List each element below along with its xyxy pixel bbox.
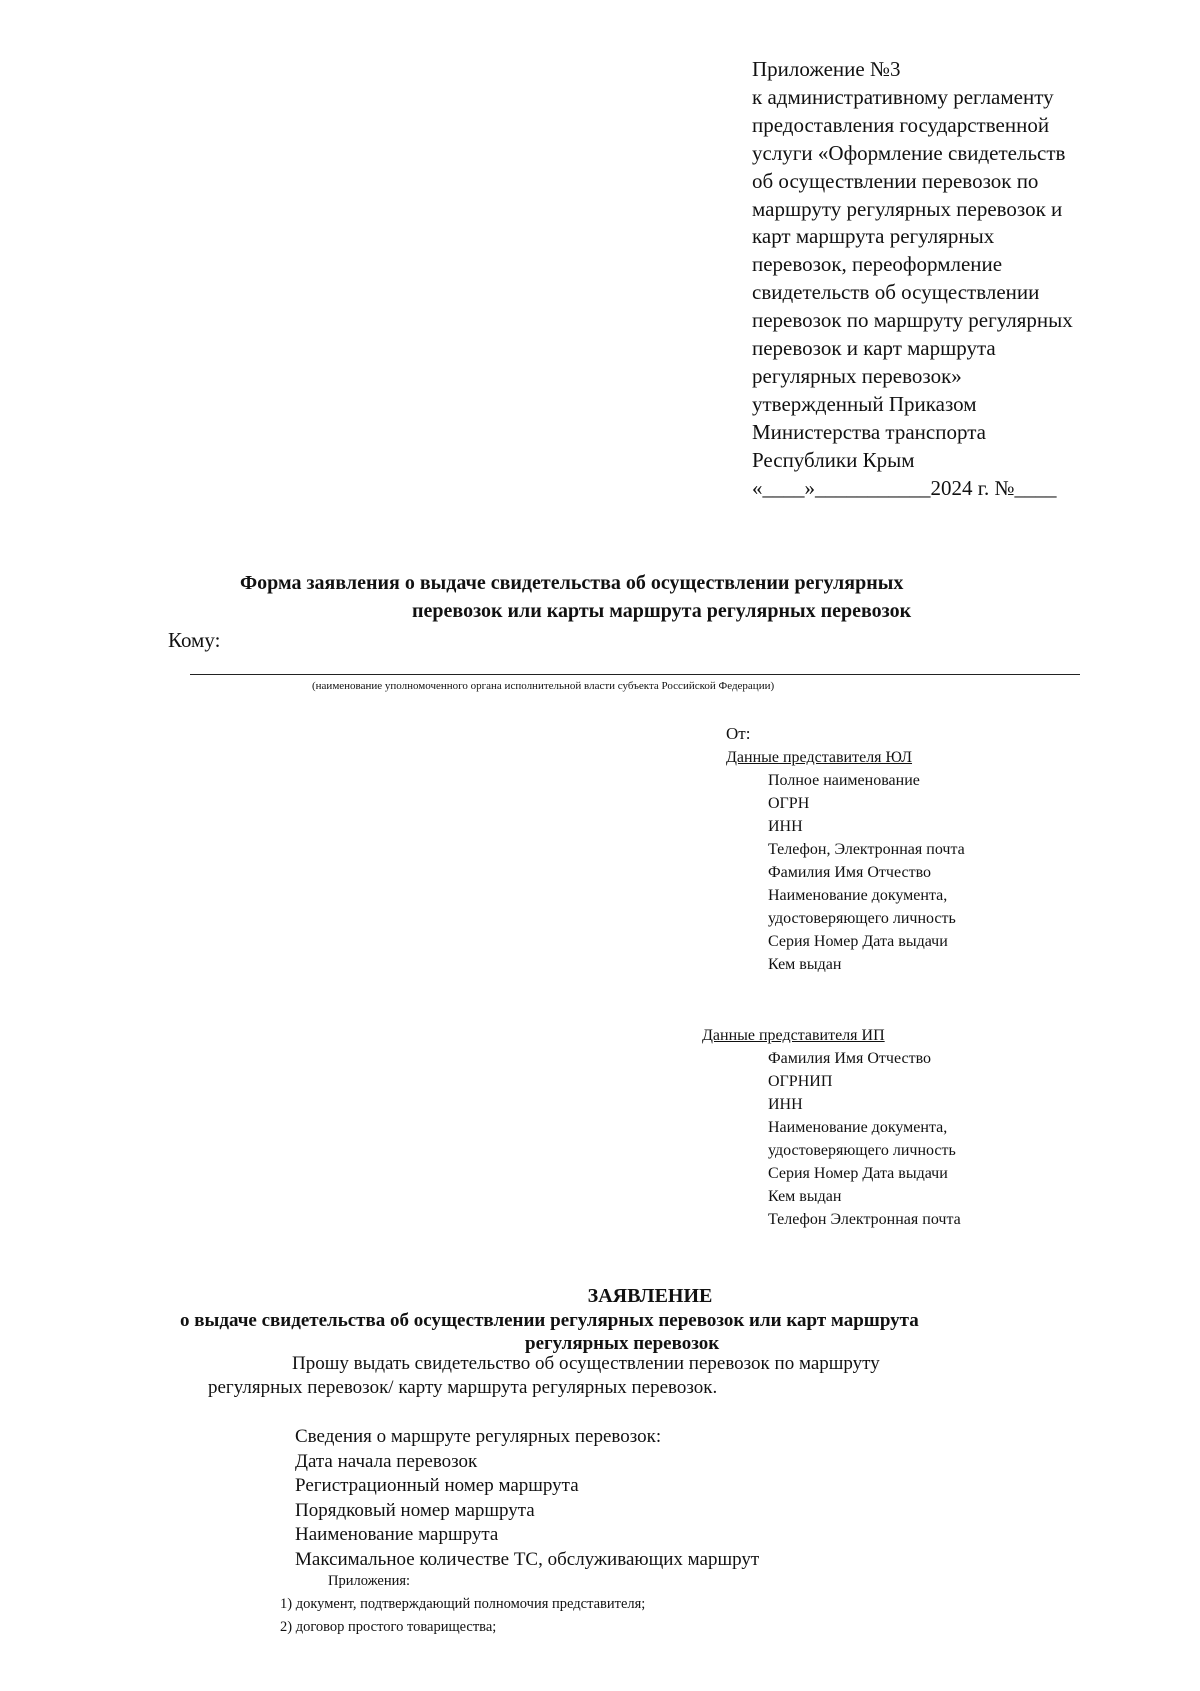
route-info-item: Дата начала перевозок [295,1450,478,1472]
form-title-line1: Форма заявления о выдаче свидетельства об осуществлении регулярных [240,572,904,594]
to-label: Кому: [168,628,221,652]
individual-field: удостоверяющего личность [768,1142,956,1159]
statement-subtitle-line1: о выдаче свидетельства об осуществлении регулярных перевозок или карт маршрута [180,1310,919,1331]
individual-field: Серия Номер Дата выдачи [768,1165,948,1182]
legal-entity-fields [768,769,965,976]
appendix-line: утвержденный Приказом [752,391,977,416]
route-info-item: Регистрационный номер маршрута [295,1475,579,1496]
individual-heading: Данные представителя ИП [702,1027,885,1044]
appendix-line: регулярных перевозок» [752,363,962,388]
appendix-line: Республики Крым [752,447,915,472]
from-label: От: [726,724,751,743]
legal-entity-field: удостоверяющего личность [768,910,956,927]
statement-subtitle-line2: регулярных перевозок [525,1333,720,1354]
legal-entity-heading: Данные представителя ЮЛ [726,749,913,766]
individual-field: Наименование документа, [768,1119,948,1136]
appendix-line: к административному регламенту [752,84,1054,109]
individual-fields [768,1047,961,1231]
legal-entity-field: Телефон, Электронная почта [768,841,965,858]
appendix-line: Министерства транспорта [752,419,986,444]
route-info-heading: Сведения о маршруте регулярных перевозок: [295,1426,662,1447]
individual-field: Кем выдан [768,1188,842,1205]
legal-entity-field: Кем выдан [768,956,842,973]
individual-field: Телефон Электронная почта [768,1211,961,1228]
appendix-line: маршруту регулярных перевозок и [752,196,1063,221]
appendix-line: предоставления государственной [752,112,1050,137]
individual-field: ИНН [768,1096,803,1113]
appendix-line: Приложение №3 [752,57,901,81]
to-caption: (наименование уполномоченного органа исполнительной власти субъекта Российской Федерации) [312,680,775,692]
legal-entity-field: ОГРН [768,795,810,812]
legal-entity-field: Наименование документа, [768,887,948,904]
legal-entity-field: Полное наименование [768,772,920,789]
to-underline [190,674,1080,675]
appendix-line: перевозок, переоформление [752,252,1003,277]
route-info-block [295,1425,759,1572]
individual-field: ОГРНИП [768,1073,833,1090]
attachment-item: 1) документ, подтверждающий полномочия представителя; [280,1596,646,1612]
legal-entity-field: Фамилия Имя Отчество [768,864,932,881]
individual-field: Фамилия Имя Отчество [768,1050,932,1067]
legal-entity-field: Серия Номер Дата выдачи [768,933,948,950]
appendix-line: перевозок по маршруту регулярных [752,308,1073,333]
statement-title: ЗАЯВЛЕНИЕ [587,1285,713,1307]
attachment-item: 2) договор простого товарищества; [280,1619,497,1635]
route-info-item: Наименование маршрута [295,1524,499,1545]
appendix-line: «____»___________2024 г. №____ [752,475,1057,500]
appendix-block [752,56,1172,503]
legal-entity-field: ИНН [768,818,803,835]
statement-body-line1: Прошу выдать свидетельство об осуществлении перевозок по маршруту [292,1353,880,1374]
appendix-line: перевозок и карт маршрута [752,336,996,361]
route-info-item: Порядковый номер маршрута [295,1499,535,1521]
form-title-line2: перевозок или карты маршрута регулярных перевозок [412,600,912,622]
appendix-line: свидетельств об осуществлении [752,280,1040,305]
appendix-line: об осуществлении перевозок по [752,168,1039,193]
appendix-line: услуги «Оформление свидетельств [752,140,1066,165]
statement-body-line2: регулярных перевозок/ карту маршрута регулярных перевозок. [208,1377,718,1398]
attachments-heading: Приложения: [328,1573,411,1589]
appendix-line: карт маршрута регулярных [752,224,995,249]
route-info-item: Максимальное количестве ТС, обслуживающих маршрут [295,1548,760,1570]
